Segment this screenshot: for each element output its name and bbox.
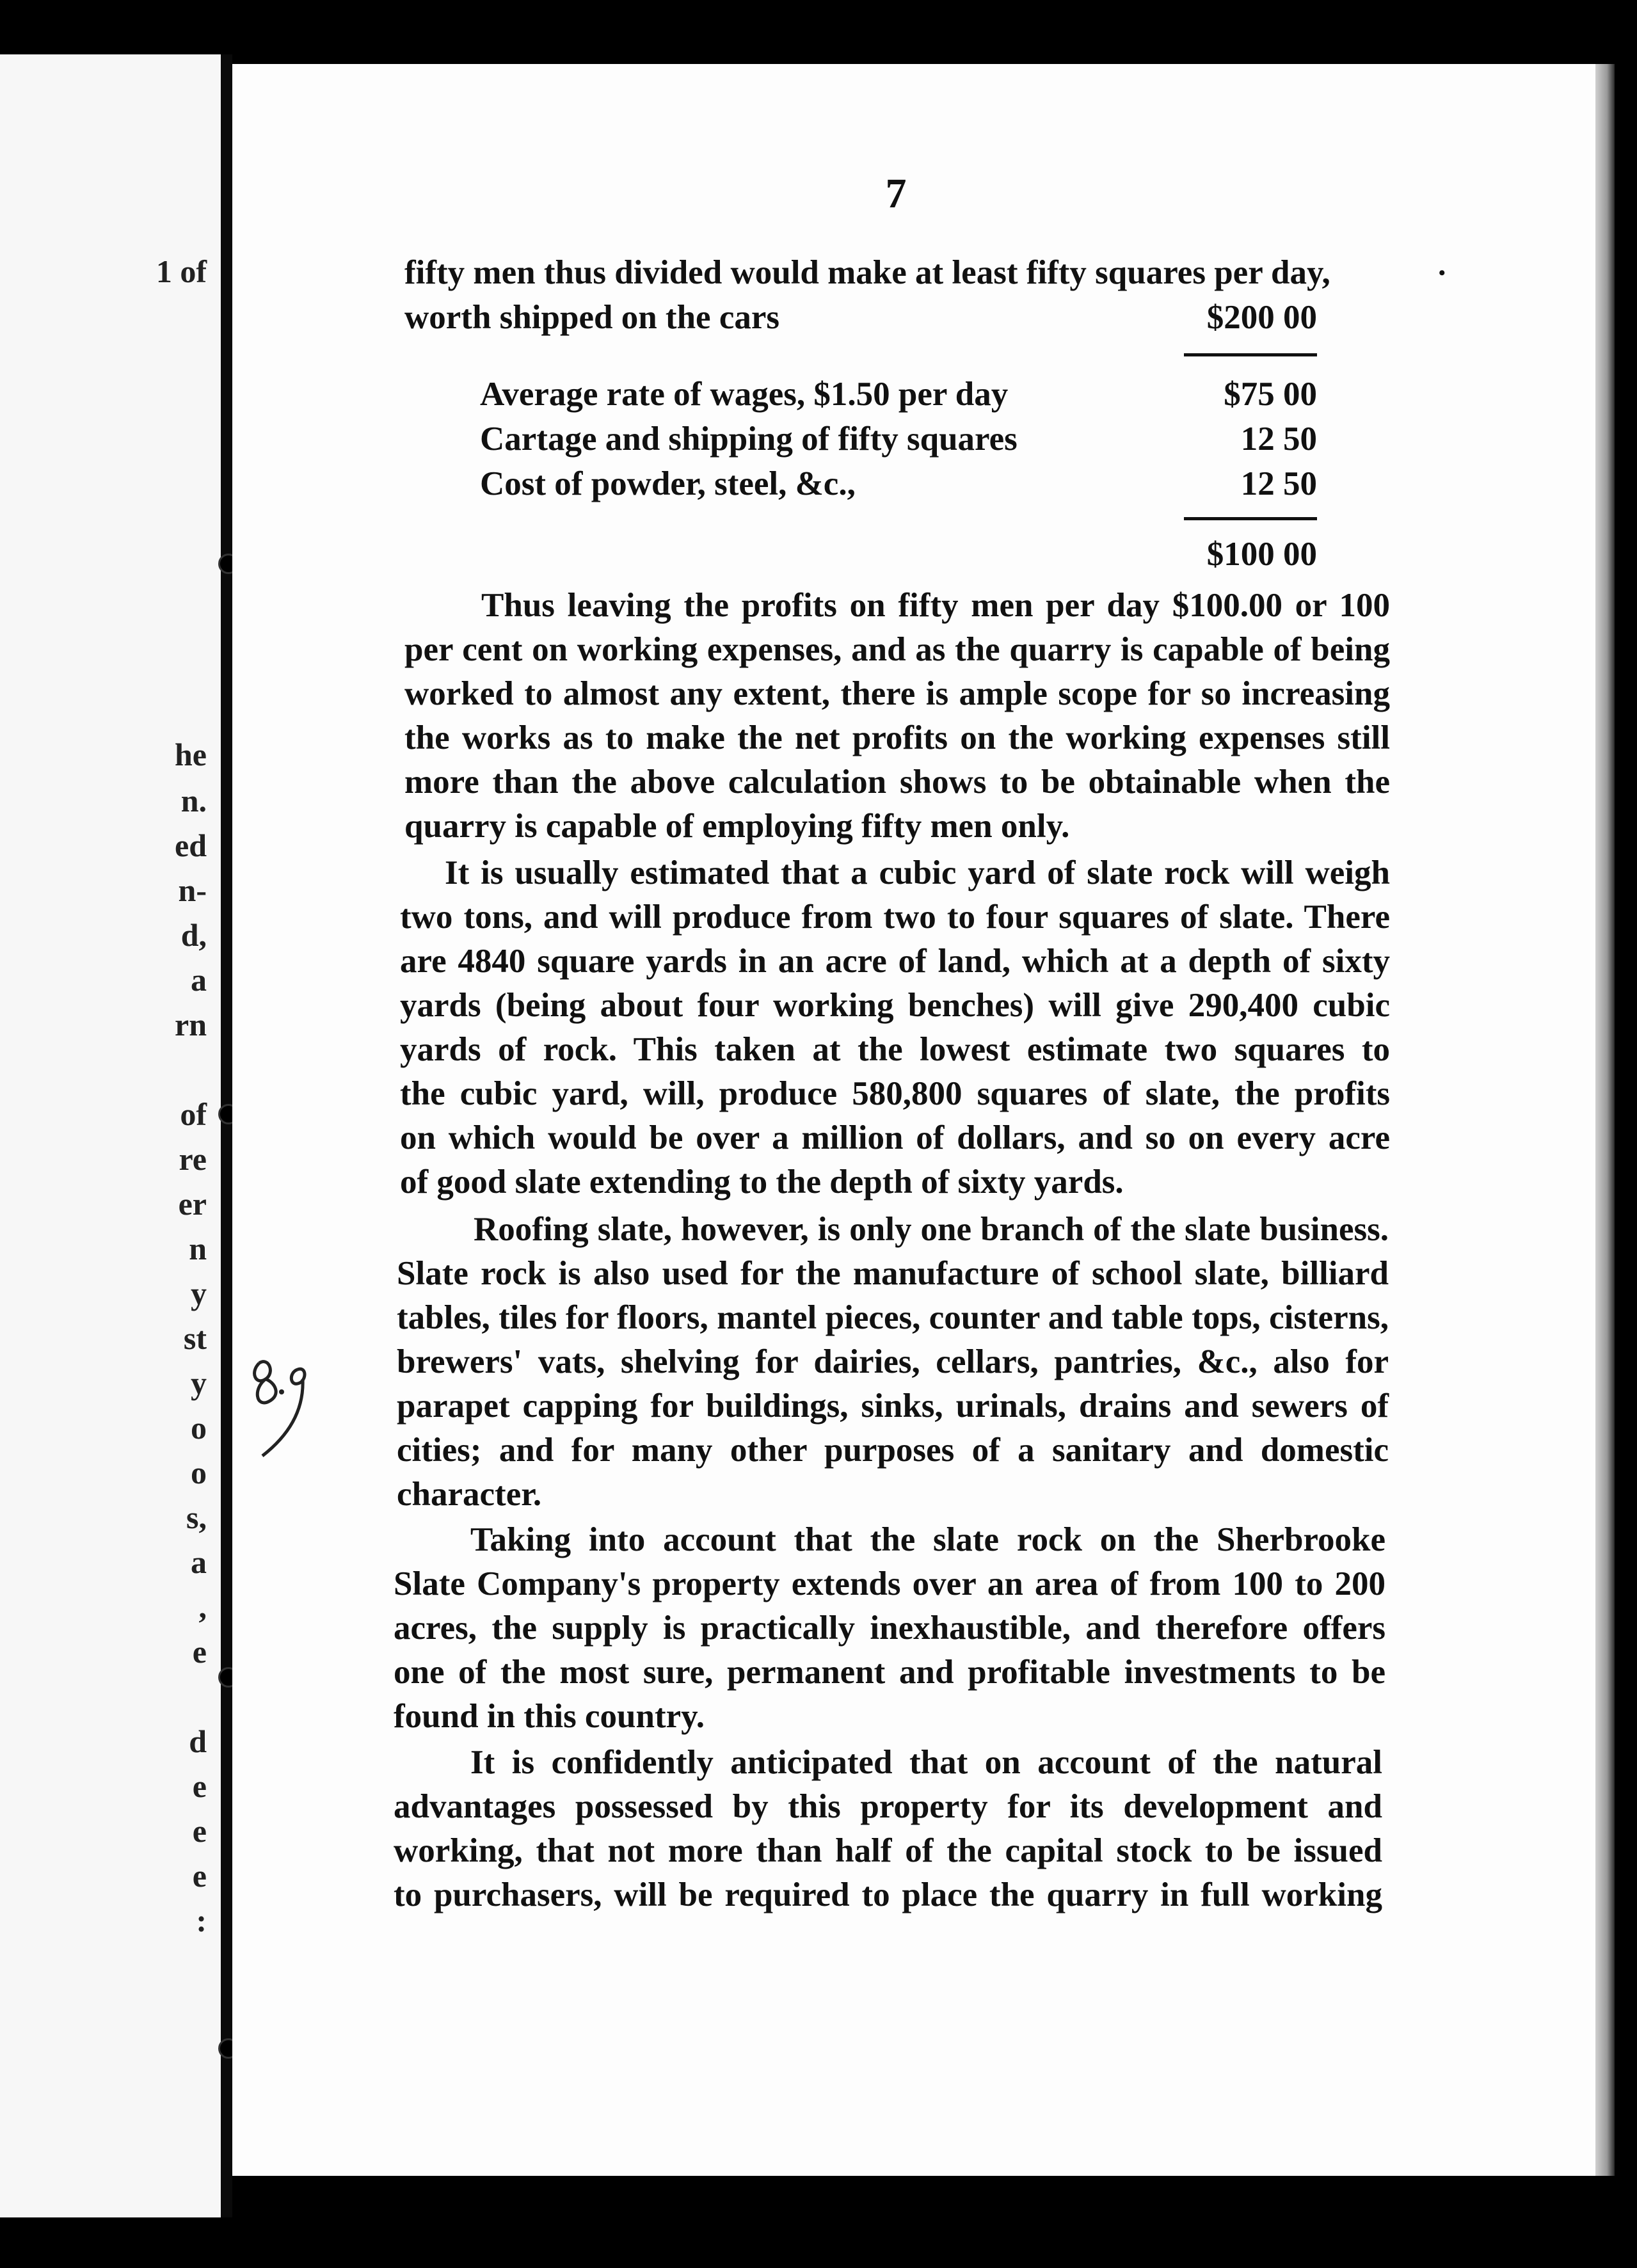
left-page-fragment: of (180, 1096, 207, 1132)
expense-amount: 12 50 (1240, 465, 1317, 502)
opening-line-2-label: worth shipped on the cars (404, 299, 780, 336)
ink-dot: • (1439, 262, 1446, 284)
opening-line-2-amount: $200 00 (1206, 299, 1317, 336)
text-line: Slate rock is also used for the manufacture of school slate, billiard (397, 1255, 1389, 1292)
left-page-fragment: , (198, 1589, 207, 1625)
text-line: the works as to make the net profits on the working expenses still (404, 719, 1390, 756)
left-page-fragment: ed (175, 827, 207, 863)
text-line: on which would be over a million of dollars, and so on every acre (400, 1119, 1390, 1156)
text-line: per cent on working expenses, and as the quarry is capable of being (404, 631, 1390, 668)
left-page-fragment: n- (178, 872, 207, 908)
text-line: advantages possessed by this property for its development and (394, 1788, 1382, 1825)
left-page-fragment: o (191, 1410, 207, 1446)
left-page-fragment: 1 of (156, 253, 207, 289)
text-line: Thus leaving the profits on fifty men per day $100.00 or 100 (481, 587, 1390, 624)
left-page-fragment: er (178, 1186, 207, 1222)
left-page-fragment: d (189, 1723, 207, 1759)
expense-label: Cartage and shipping of fifty squares (480, 420, 1018, 458)
text-line: It is usually estimated that a cubic yard of slate rock will weigh (445, 854, 1390, 891)
left-page-fragment: a (191, 962, 207, 998)
text-line: It is confidently anticipated that on account of the natural (470, 1744, 1382, 1781)
text-line: worked to almost any extent, there is ample scope for so increasing (404, 675, 1390, 712)
left-page-fragment: e (192, 1634, 207, 1670)
text-line: parapet capping for buildings, sinks, urinals, drains and sewers of (397, 1387, 1389, 1425)
paragraph (397, 1208, 1389, 1517)
paragraph (400, 851, 1390, 1204)
left-page-fragment: e (192, 1768, 207, 1804)
text-line: found in this country. (394, 1698, 705, 1735)
text-line: acres, the supply is practically inexhaustible, and therefore offers (394, 1609, 1385, 1647)
left-page-fragment: o (191, 1455, 207, 1490)
text-line: two tons, and will produce from two to four squares of slate. There (400, 898, 1390, 936)
text-line: yards (being about four working benches) will give 290,400 cubic (400, 987, 1390, 1024)
text-line: character. (397, 1476, 542, 1513)
text-line: are 4840 square yards in an acre of land, which at a depth of sixty (400, 943, 1390, 980)
left-page-fragment: e (192, 1858, 207, 1894)
previous-page-edge (0, 54, 221, 2217)
left-page-fragment: re (179, 1141, 207, 1177)
left-page-fragment: : (196, 1903, 207, 1938)
left-page-fragment: n. (180, 783, 207, 819)
page-edge-shadow (1595, 64, 1615, 2176)
sum-rule (1184, 517, 1317, 520)
left-page-fragment: y (191, 1365, 207, 1401)
paragraph (404, 584, 1390, 849)
expenses-total: $100 00 (1206, 536, 1317, 573)
sum-rule (1184, 353, 1317, 356)
expense-label: Average rate of wages, $1.50 per day (480, 376, 1009, 413)
text-line: Slate Company's property extends over an area of from 100 to 200 (394, 1565, 1385, 1602)
paragraph (394, 1741, 1382, 1917)
text-line: of good slate extending to the depth of sixty yards. (400, 1163, 1124, 1201)
left-page-fragment: d, (180, 917, 207, 953)
paragraph (394, 1518, 1385, 1739)
left-page-fragment: he (175, 737, 207, 772)
text-line: to purchasers, will be required to place the quarry in full working (394, 1876, 1382, 1913)
text-line: more than the above calculation shows to be obtainable when the (404, 763, 1390, 801)
left-page-fragment: rn (175, 1007, 207, 1042)
expense-label: Cost of powder, steel, &c., (480, 465, 856, 502)
left-page-fragment: y (191, 1275, 207, 1311)
handwritten-note (246, 1338, 336, 1459)
expense-amount: $75 00 (1224, 376, 1317, 413)
expense-amount: 12 50 (1240, 420, 1317, 458)
text-line: brewers' vats, shelving for dairies, cellars, pantries, &c., also for (397, 1343, 1389, 1380)
text-line: quarry is capable of employing fifty men only. (404, 808, 1070, 845)
text-line: yards of rock. This taken at the lowest estimate two squares to (400, 1031, 1390, 1068)
page-number: 7 (885, 170, 907, 217)
left-page-fragment: s, (186, 1499, 207, 1535)
book-gutter (221, 54, 232, 2217)
text-line: Taking into account that the slate rock on the Sherbrooke (470, 1521, 1385, 1558)
text-line: Roofing slate, however, is only one branch of the slate business. (474, 1211, 1389, 1248)
text-line: the cubic yard, will, produce 580,800 squares of slate, the profits (400, 1075, 1390, 1112)
opening-line-1: fifty men thus divided would make at least fifty squares per day, (404, 254, 1330, 291)
text-line: working, that not more than half of the capital stock to be issued (394, 1832, 1382, 1869)
text-line: one of the most sure, permanent and profitable investments to be (394, 1654, 1385, 1691)
text-line: tables, tiles for floors, mantel pieces, counter and table tops, cisterns, (397, 1299, 1389, 1336)
left-page-fragment: a (191, 1544, 207, 1580)
text-line: cities; and for many other purposes of a sanitary and domestic (397, 1432, 1389, 1469)
left-page-fragment: e (192, 1813, 207, 1849)
left-page-fragment: st (183, 1320, 207, 1356)
left-page-fragment: n (189, 1231, 207, 1266)
